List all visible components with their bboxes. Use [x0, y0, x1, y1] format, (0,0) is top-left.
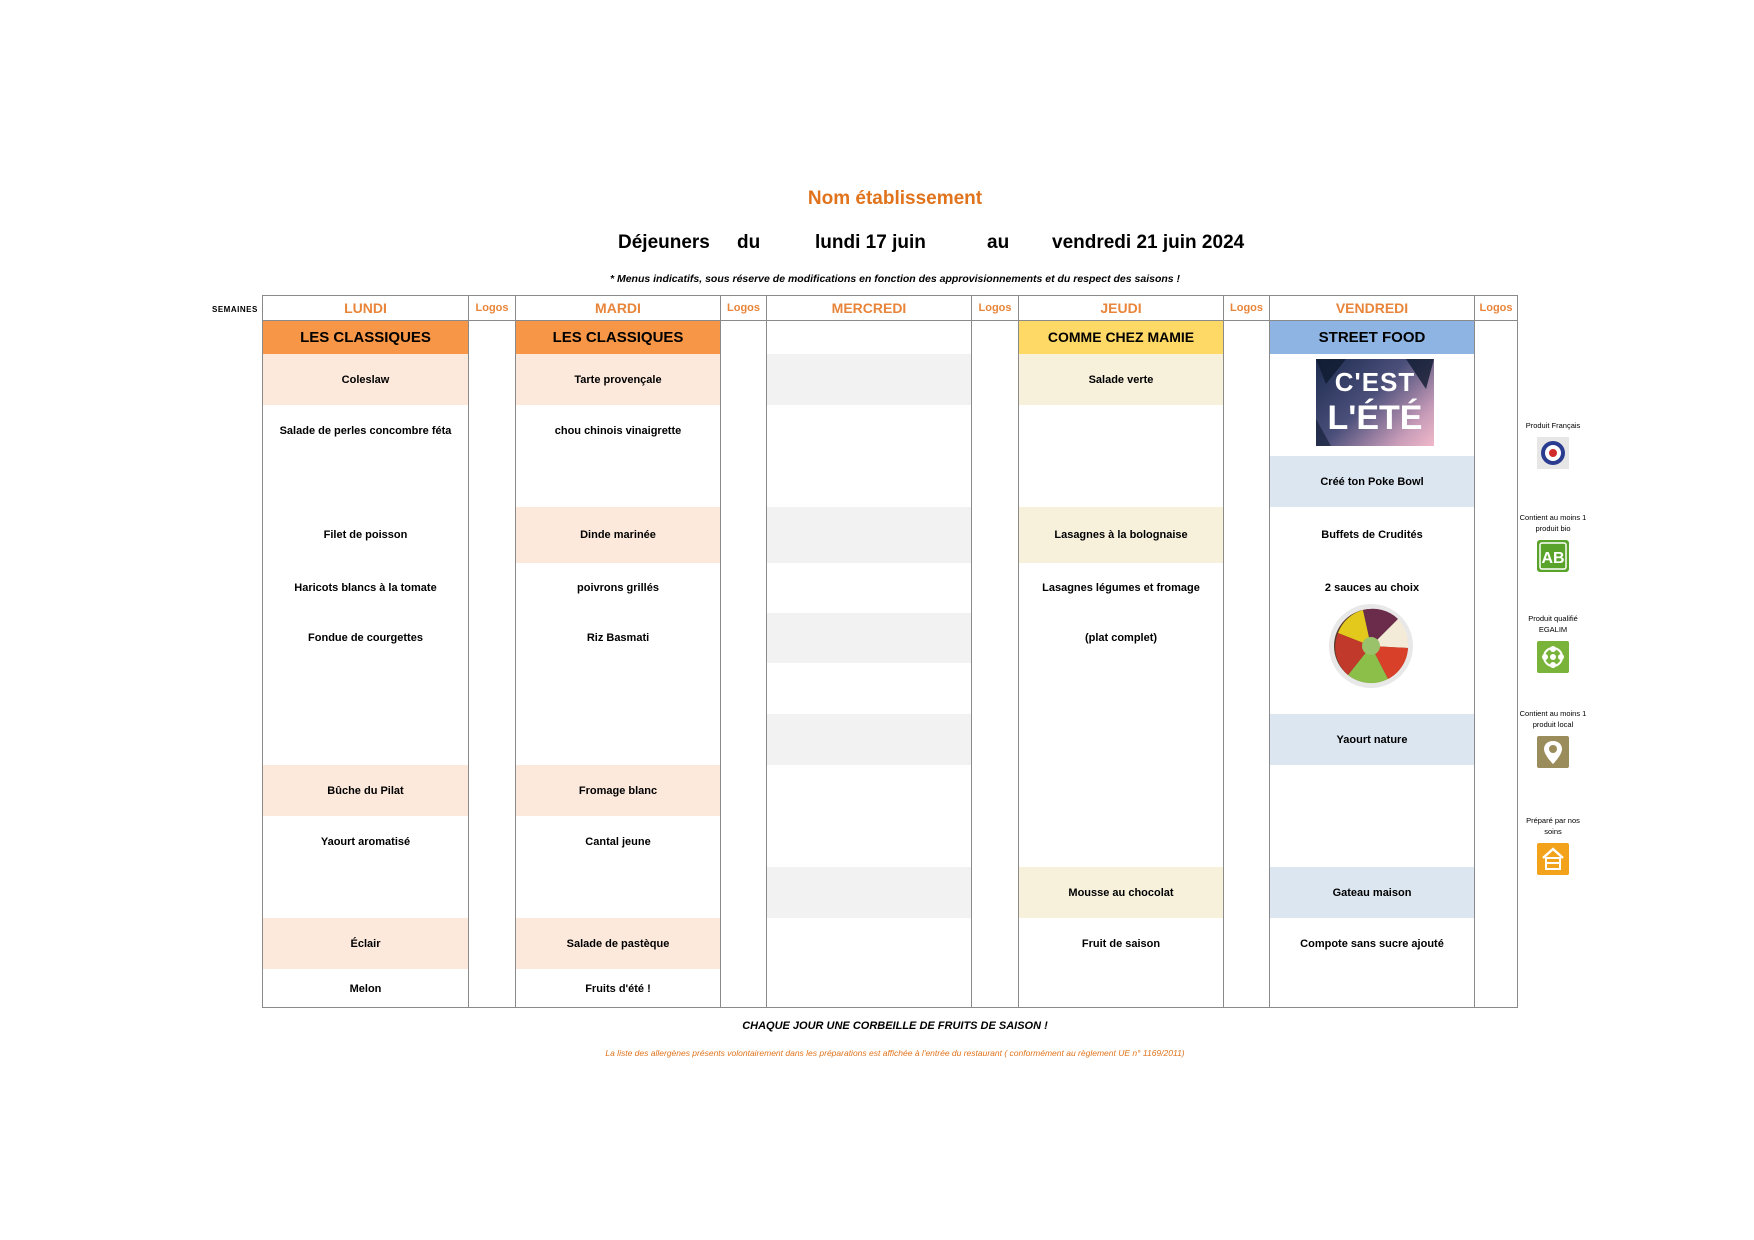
empty-cell: [767, 714, 971, 765]
menu-item: Lasagnes à la bolognaise: [1019, 507, 1223, 563]
day-header: LUNDI: [263, 295, 468, 321]
logos-column-mardi: [720, 295, 766, 1008]
disclaimer: * Menus indicatifs, sous réserve de modifications en fonction des approvisionnements et du respect des saisons !: [609, 273, 1181, 285]
menu-item: Haricots blancs à la tomate: [294, 582, 437, 594]
du-label: du: [737, 232, 761, 253]
menu-item: Dinde marinée: [516, 507, 720, 563]
legend-bio: [1518, 512, 1588, 577]
menu-item: Gateau maison: [1270, 867, 1474, 918]
legend-label: Produit qualifié EGALIM: [1528, 614, 1578, 634]
menu-item: Salade verte: [1019, 354, 1223, 405]
grid-bottom-border: [262, 1007, 1518, 1008]
logos-header: Logos: [721, 295, 766, 321]
menu-item: chou chinois vinaigrette: [554, 424, 682, 437]
menu-item: poivrons grillés: [577, 582, 659, 594]
menu-item: Salade de perles concombre féta: [279, 424, 452, 437]
empty-cell: [767, 507, 971, 563]
logos-column-lundi: [468, 295, 515, 1008]
menu-item: Créé ton Poke Bowl: [1270, 456, 1474, 507]
ab-organic-icon: [1537, 540, 1569, 572]
category-header: LES CLASSIQUES: [263, 321, 468, 354]
menu-item: Riz Basmati: [586, 632, 650, 644]
legend-fait-maison: [1518, 815, 1588, 880]
menu-item: Yaourt nature: [1270, 714, 1474, 765]
menu-item: 2 sauces au choix: [1324, 582, 1420, 594]
day-column-lundi: [262, 295, 468, 1008]
day-column-mardi: [515, 295, 720, 1008]
logos-header: Logos: [1475, 295, 1517, 321]
legend-label: Préparé par nos soins: [1526, 816, 1580, 836]
menu-item: Mousse au chocolat: [1019, 867, 1223, 918]
banner-line-2: L'ÉTÉ: [1327, 399, 1423, 437]
empty-cell: [767, 613, 971, 663]
legend-produit-francais: [1518, 420, 1588, 474]
legend-label: Contient au moins 1 produit bio: [1519, 513, 1587, 533]
legend-local: [1518, 708, 1588, 773]
menu-item: Salade de pastèque: [516, 918, 720, 969]
semaines-label: SEMAINES: [212, 305, 258, 314]
day-column-jeudi: [1018, 295, 1223, 1008]
category-header: COMME CHEZ MAMIE: [1019, 321, 1223, 354]
banner-line-1: C'EST: [1334, 367, 1416, 397]
menu-item: Buffets de Crudités: [1321, 529, 1423, 541]
category-header: STREET FOOD: [1270, 321, 1474, 354]
category-header: LES CLASSIQUES: [516, 321, 720, 354]
dejeuners-label: Déjeuners: [618, 232, 710, 253]
legend-label: Produit Français: [1525, 421, 1581, 430]
logos-column-mercredi: [971, 295, 1018, 1008]
logos-column-jeudi: [1223, 295, 1269, 1008]
menu-item: Fruit de saison: [1081, 937, 1161, 950]
menu-item: (plat complet): [1084, 632, 1158, 644]
french-roundel-icon: [1537, 437, 1569, 469]
day-header: MERCREDI: [767, 295, 971, 321]
menu-item: Fruits d'été !: [585, 982, 651, 995]
menu-item: Bûche du Pilat: [263, 765, 468, 816]
menu-item: Lasagnes légumes et fromage: [1042, 582, 1200, 594]
menu-item: Yaourt aromatisé: [320, 835, 411, 848]
menu-item: Cantal jeune: [585, 835, 651, 848]
menu-item: Tarte provençale: [516, 354, 720, 405]
end-date: vendredi 21 juin 2024: [1052, 232, 1245, 253]
logos-column-vendredi: [1474, 295, 1518, 1008]
establishment-title: Nom établissement: [807, 188, 983, 209]
legend-label: Contient au moins 1 produit local: [1519, 709, 1587, 729]
day-header: MARDI: [516, 295, 720, 321]
empty-cell: [767, 867, 971, 918]
logos-header: Logos: [469, 295, 515, 321]
svg-text:AB: AB: [1541, 550, 1565, 567]
house-icon: [1537, 843, 1569, 875]
egalim-flower-icon: [1537, 641, 1569, 673]
menu-item: Filet de poisson: [323, 529, 408, 541]
location-pin-icon: [1537, 736, 1569, 768]
day-header: JEUDI: [1019, 295, 1223, 321]
menu-item: Coleslaw: [263, 354, 468, 405]
menu-item: Fondue de courgettes: [308, 632, 423, 644]
legend-egalim: [1518, 613, 1588, 678]
menu-item: Éclair: [263, 918, 468, 969]
day-header: VENDREDI: [1270, 295, 1474, 321]
menu-item: Fromage blanc: [516, 765, 720, 816]
start-date: lundi 17 juin: [815, 232, 926, 253]
empty-cell: [767, 354, 971, 405]
poke-bowl-image: [1328, 603, 1414, 689]
logos-header: Logos: [1224, 295, 1269, 321]
day-column-mercredi: [766, 295, 971, 1008]
menu-item: Compote sans sucre ajouté: [1300, 937, 1444, 950]
allergens-notice: La liste des allergènes présents volontairement dans les préparations est affichée à l'entrée du restaurant ( conformément au règlement UE n° 1169/2011): [605, 1048, 1185, 1058]
au-label: au: [987, 232, 1010, 253]
menu-item: Melon: [349, 982, 382, 995]
fruits-banner: CHAQUE JOUR UNE CORBEILLE DE FRUITS DE SAISON !: [742, 1020, 1048, 1032]
logos-header: Logos: [972, 295, 1018, 321]
summer-banner-image: [1316, 359, 1434, 446]
